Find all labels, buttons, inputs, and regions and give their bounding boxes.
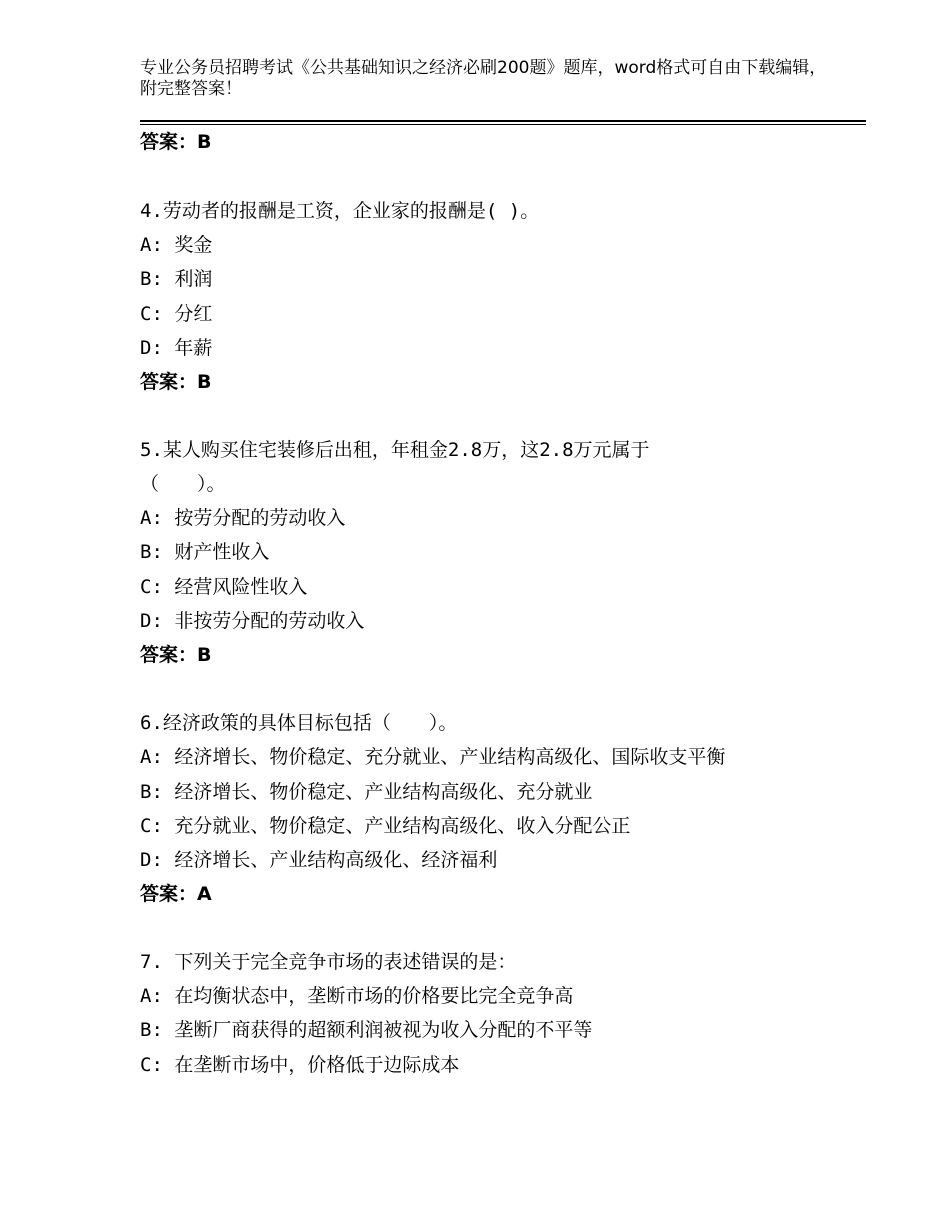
question-6-stem: 6.经济政策的具体目标包括（ ）。	[140, 712, 458, 734]
question-6-option-b: B: 经济增长、物价稳定、产业结构高级化、充分就业	[140, 781, 593, 803]
question-5-option-b: B: 财产性收入	[140, 541, 270, 563]
question-5-stem-continued: （ ）。	[140, 473, 226, 495]
question-4-option-a: A: 奖金	[140, 234, 213, 256]
question-5-answer: 答案：B	[140, 644, 212, 666]
header-rule-thick	[140, 120, 866, 122]
question-5-stem: 5.某人购买住宅装修后出租，年租金2.8万，这2.8万元属于	[140, 439, 650, 461]
document-header: 专业公务员招聘考试《公共基础知识之经济必刷200题》题库，word格式可自由下载编辑，附完整答案！	[140, 58, 827, 99]
question-4-answer: 答案：B	[140, 371, 212, 393]
question-7-option-b: B: 垄断厂商获得的超额利润被视为收入分配的不平等	[140, 1019, 593, 1041]
question-7-option-a: A: 在均衡状态中，垄断市场的价格要比完全竞争高	[140, 985, 574, 1007]
header-rule-thin	[140, 124, 866, 125]
question-6-answer: 答案：A	[140, 883, 212, 905]
question-4-option-d: D: 年薪	[140, 337, 213, 359]
question-5-option-a: A: 按劳分配的劳动收入	[140, 507, 346, 529]
question-7-option-c: C: 在垄断市场中，价格低于边际成本	[140, 1054, 460, 1076]
question-7-stem: 7. 下列关于完全竞争市场的表述错误的是：	[140, 951, 517, 973]
question-6-option-a: A: 经济增长、物价稳定、充分就业、产业结构高级化、国际收支平衡	[140, 746, 726, 768]
answer-line: 答案：B	[140, 131, 212, 153]
question-4-option-c: C: 分红	[140, 303, 213, 325]
question-5-option-c: C: 经营风险性收入	[140, 576, 308, 598]
question-6-option-c: C: 充分就业、物价稳定、产业结构高级化、收入分配公正	[140, 815, 631, 837]
question-4-option-b: B: 利润	[140, 268, 213, 290]
question-5-option-d: D: 非按劳分配的劳动收入	[140, 610, 365, 632]
question-6-option-d: D: 经济增长、产业结构高级化、经济福利	[140, 849, 498, 871]
question-4-stem: 4.劳动者的报酬是工资，企业家的报酬是( )。	[140, 200, 540, 222]
